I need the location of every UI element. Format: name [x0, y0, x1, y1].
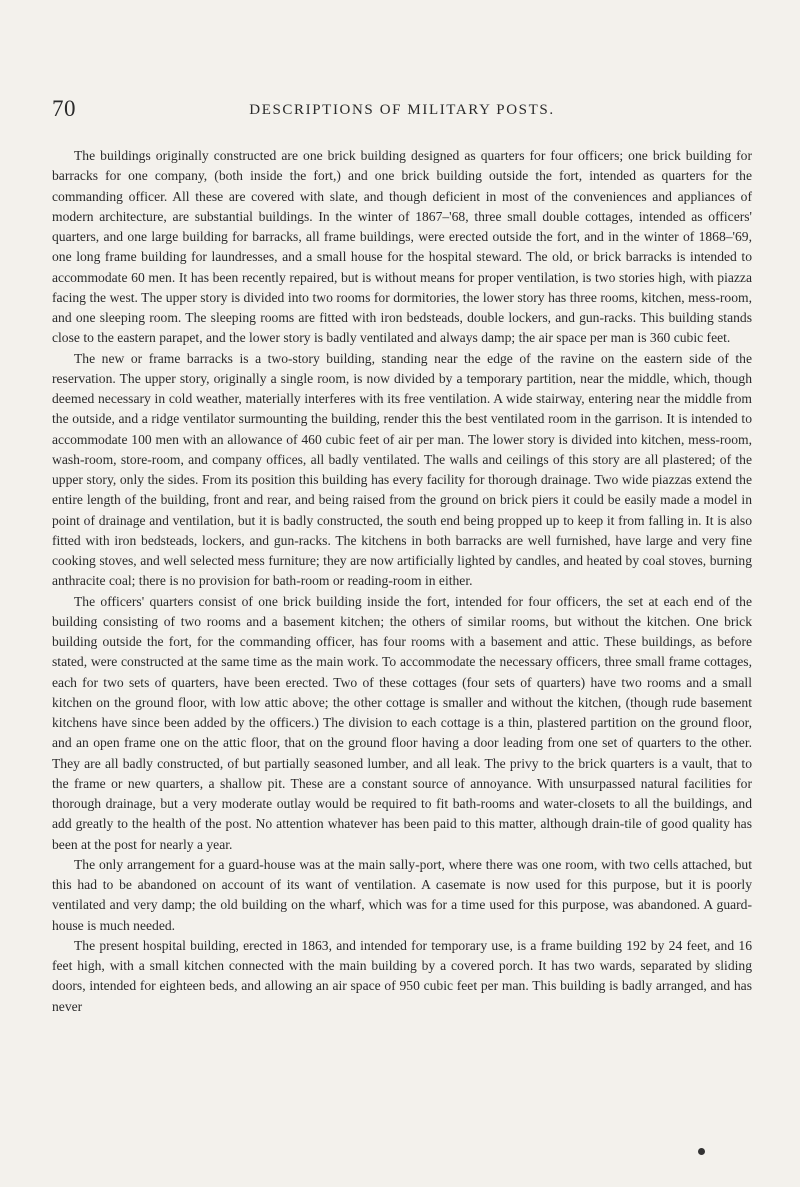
paragraph: The present hospital building, erected in 1863, and intended for temporary use, is a frame building 192 by 24 feet, and 16 feet high, with a small kitchen connected with the main building by a covered porch. It has two wards, separated by sliding doors, intended for eighteen beds, and allowing an air space of 950 cubic feet per man. This building is badly arranged, and has never — [52, 937, 752, 1014]
body-text — [52, 146, 752, 1017]
paragraph: The officers' quarters consist of one brick building inside the fort, intended for four officers, the set at each end of the building consisting of two rooms and a basement kitchen; the others of similar rooms, but without the kitchen. One brick building outside the fort, for the commanding officer, has four rooms with a basement and attic. These buildings, as before stated, were constructed at the same time as the main work. To accommodate the necessary officers, three small frame cottages, each for two sets of quarters, have been erected. Two of these cottages (four sets of quarters) have two rooms and a small kitchen on the ground floor, with low attic above; the other cottage is smaller and without the kitchen, (though rude basement kitchens have since been added by the officers.) The division to each cottage is a thin, plastered partition on the ground floor, and an open frame one on the attic floor, that on the ground floor having a door leading from one set of quarters to the other. They are all badly constructed, of but partially seasoned lumber, and all leak. The privy to the brick quarters is a vault, that to the frame or new quarters, a shallow pit. These are a constant source of annoyance. With unsurpassed natural facilities for thorough drainage, but a very moderate outlay would be required to fit bath-rooms and water-closets to all the buildings, and add greatly to the health of the post. No attention whatever has been paid to this matter, although drain-tile of good quality has been at the post for nearly a year. — [52, 593, 752, 852]
page-header — [52, 96, 752, 128]
paragraph: The buildings originally constructed are one brick building designed as quarters for four officers; one brick building for barracks for one company, (both inside the fort,) and one brick building outside the fort, intended as quarters for the commanding officer. All these are covered with slate, and though deficient in most of the conveniences and appliances of modern architecture, are substantial buildings. In the winter of 1867–'68, three small double cottages, intended as officers' quarters, and one large building for barracks, all frame buildings, were erected outside the fort, and in the winter of 1868–'69, one long frame building for laundresses, and a small house for the hospital steward. The old, or brick barracks is intended to accommodate 60 men. It has been recently repaired, but is without means for proper ventilation, is two stories high, with piazza facing the west. The upper story is divided into two rooms for dormitories, the lower story has three rooms, kitchen, mess-room, and one sleeping room. The sleeping rooms are fitted with iron bedsteads, double lockers, and gun-racks. This building stands close to the eastern parapet, and the lower story is badly ventilated and always damp; the air space per man is 360 cubic feet. — [52, 148, 752, 346]
paragraph: The new or frame barracks is a two-story building, standing near the edge of the ravine on the eastern side of the reservation. The upper story, originally a single room, is now divided by a temporary partition, near the middle, which, though deemed necessary in cold weather, materially interferes with its free ventilation. A wide stairway, entering near the middle from the outside, and a ridge ventilator surmounting the building, render this the best ventilated room in the garrison. It is intended to accommodate 100 men with an allowance of 460 cubic feet of air per man. The lower story is divided into kitchen, mess-room, wash-room, store-room, and company offices, all badly ventilated. The walls and ceilings of this story are all plastered; of the upper story, only the sides. From its position this building has every facility for thorough drainage. Two wide piazzas extend the entire length of the building, front and rear, and being raised from the ground on brick piers it could be easily made a model in point of drainage and ventilation, but it is badly constructed, the south end being propped up to keep it from falling in. It is also fitted with iron bedsteads, lockers, and gun-racks. The kitchens in both barracks are well furnished, have large and very fine cooking stoves, and well selected mess furniture; they are now artificially lighted by candles, and heated by coal stoves, burning anthracite coal; there is no provision for bath-room or reading-room in either. — [52, 350, 752, 589]
paragraph: The only arrangement for a guard-house was at the main sally-port, where there was one room, with two cells attached, but this had to be abandoned on account of its want of ventilation. A casemate is now used for this purpose, but it is poorly ventilated and very damp; the old building on the wharf, which was for a time used for this purpose, was abandoned. A guard-house is much needed. — [52, 856, 752, 933]
running-head: DESCRIPTIONS OF MILITARY POSTS. — [249, 102, 555, 118]
page-number: 70 — [52, 96, 76, 121]
printer-mark — [698, 1148, 705, 1155]
